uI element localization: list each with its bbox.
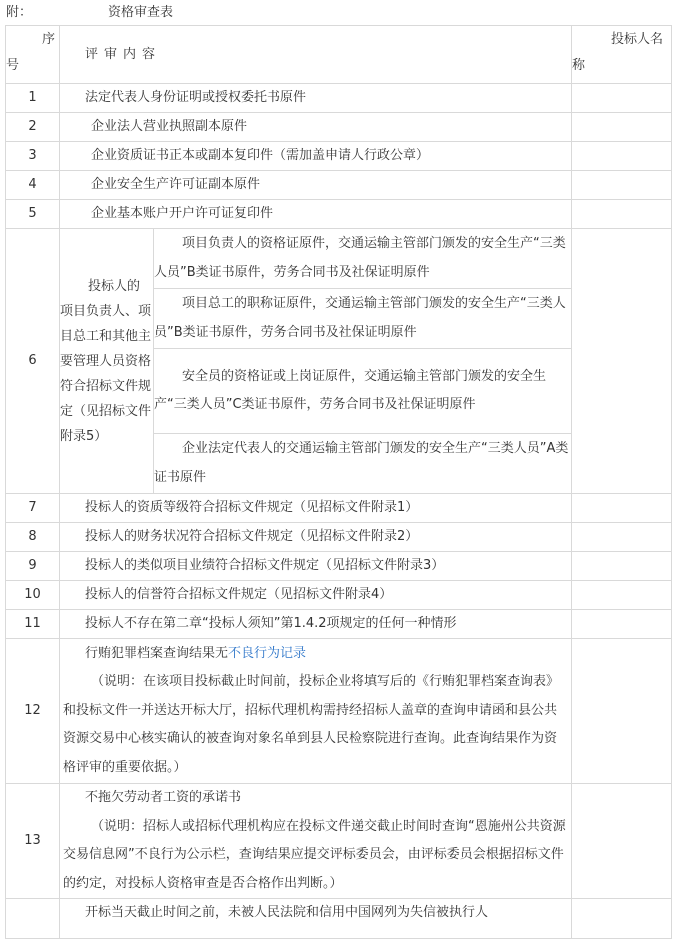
row-content: 企业法人营业执照副本原件	[60, 113, 572, 142]
table-row	[6, 639, 672, 784]
bidder-cell[interactable]	[572, 639, 672, 784]
row6-category: 投标人的项目负责人、项目总工和其他主要管理人员资格符合招标文件规定（见招标文件附录5）	[60, 229, 154, 494]
row-content: 法定代表人身份证明或授权委托书原件	[60, 84, 572, 113]
bidder-cell[interactable]	[572, 784, 672, 899]
table-row	[6, 113, 672, 142]
table-row	[6, 784, 672, 899]
row-number: 4	[6, 171, 60, 200]
row-number: 11	[6, 610, 60, 639]
table-row	[6, 494, 672, 523]
row6-item: 安全员的资格证或上岗证原件，交通运输主管部门颁发的安全生产“三类人员”C类证书原件，劳务合同书及社保证明原件	[154, 349, 572, 434]
bidder-cell[interactable]	[572, 171, 672, 200]
table-header-row	[6, 26, 672, 84]
row-number: 10	[6, 581, 60, 610]
row13-content	[60, 784, 572, 899]
row-number: 13	[6, 784, 60, 899]
row-number: 5	[6, 200, 60, 229]
row-content: 企业资质证书正本或副本复印件（需加盖申请人行政公章）	[60, 142, 572, 171]
bidder-cell[interactable]	[572, 200, 672, 229]
bidder-cell[interactable]	[572, 552, 672, 581]
bidder-cell[interactable]	[572, 229, 672, 494]
bidder-cell[interactable]	[572, 142, 672, 171]
caption-title: 资格审查表	[108, 5, 174, 20]
table-row	[6, 171, 672, 200]
row-number: 12	[6, 639, 60, 784]
row-content: 投标人不存在第二章“投标人须知”第1.4.2项规定的任何一种情形	[60, 610, 572, 639]
table-row	[6, 899, 672, 939]
qualification-review-table	[5, 25, 672, 939]
table-row	[6, 581, 672, 610]
row-content: 企业基本账户开户许可证复印件	[60, 200, 572, 229]
row-content: 投标人的财务状况符合招标文件规定（见招标文件附录2）	[60, 523, 572, 552]
bad-record-link[interactable]: 不良行为记录	[228, 645, 307, 661]
bidder-cell[interactable]	[572, 610, 672, 639]
row-number: 8	[6, 523, 60, 552]
bidder-cell[interactable]	[572, 581, 672, 610]
header-seq: 序 号	[6, 26, 60, 84]
row-number: 1	[6, 84, 60, 113]
row14-content: 开标当天截止时间之前，未被人民法院和信用中国网列为失信被执行人	[60, 899, 572, 939]
row-number: 3	[6, 142, 60, 171]
row-number	[6, 899, 60, 939]
bidder-cell[interactable]	[572, 523, 672, 552]
bidder-cell[interactable]	[572, 84, 672, 113]
header-bidder: 投标人名 称	[572, 26, 672, 84]
row12-note: （说明：在该项目投标截止时间前，投标企业将填写后的《行贿犯罪档案查询表》和投标文件一并送达开标大厅，招标代理机构需持经招标人盖章的查询申请函和县公共资源交易中心核实确认的被查询对象名单到县人民检察院进行查询。此查询结果作为资格评审的重要依据。）	[63, 674, 560, 775]
table-row	[6, 200, 672, 229]
row13-note: （说明：招标人或招标代理机构应在投标文件递交截止时间时查询“恩施州公共资源交易信息网”不良行为公示栏，查询结果应提交评标委员会，由评标委员会根据招标文件的约定，对投标人资格审查是否合格作出判断。）	[63, 818, 566, 891]
row12-content	[60, 639, 572, 784]
bidder-cell[interactable]	[572, 899, 672, 939]
table-row	[6, 142, 672, 171]
table-row	[6, 523, 672, 552]
table-row	[6, 610, 672, 639]
row12-lead: 行贿犯罪档案查询结果无	[85, 645, 229, 661]
row-number: 6	[6, 229, 60, 494]
row-content: 投标人的信誉符合招标文件规定（见招标文件附录4）	[60, 581, 572, 610]
table-row	[6, 229, 672, 289]
table-caption	[6, 2, 173, 24]
row-content: 投标人的资质等级符合招标文件规定（见招标文件附录1）	[60, 494, 572, 523]
row-content: 投标人的类似项目业绩符合招标文件规定（见招标文件附录3）	[60, 552, 572, 581]
row-number: 2	[6, 113, 60, 142]
row6-item: 企业法定代表人的交通运输主管部门颁发的安全生产“三类人员”A类证书原件	[154, 434, 572, 494]
caption-prefix: 附：	[6, 5, 33, 20]
bidder-cell[interactable]	[572, 494, 672, 523]
row13-lead: 不拖欠劳动者工资的承诺书	[85, 790, 242, 805]
bidder-cell[interactable]	[572, 113, 672, 142]
header-content: 评审内容	[60, 26, 572, 84]
table-row	[6, 84, 672, 113]
row-number: 7	[6, 494, 60, 523]
row6-item: 项目负责人的资格证原件，交通运输主管部门颁发的安全生产“三类人员”B类证书原件，劳务合同书及社保证明原件	[154, 229, 572, 289]
table-row	[6, 552, 672, 581]
row-number: 9	[6, 552, 60, 581]
row6-item: 项目总工的职称证原件，交通运输主管部门颁发的安全生产“三类人员”B类证书原件，劳务合同书及社保证明原件	[154, 289, 572, 349]
row-content: 企业安全生产许可证副本原件	[60, 171, 572, 200]
